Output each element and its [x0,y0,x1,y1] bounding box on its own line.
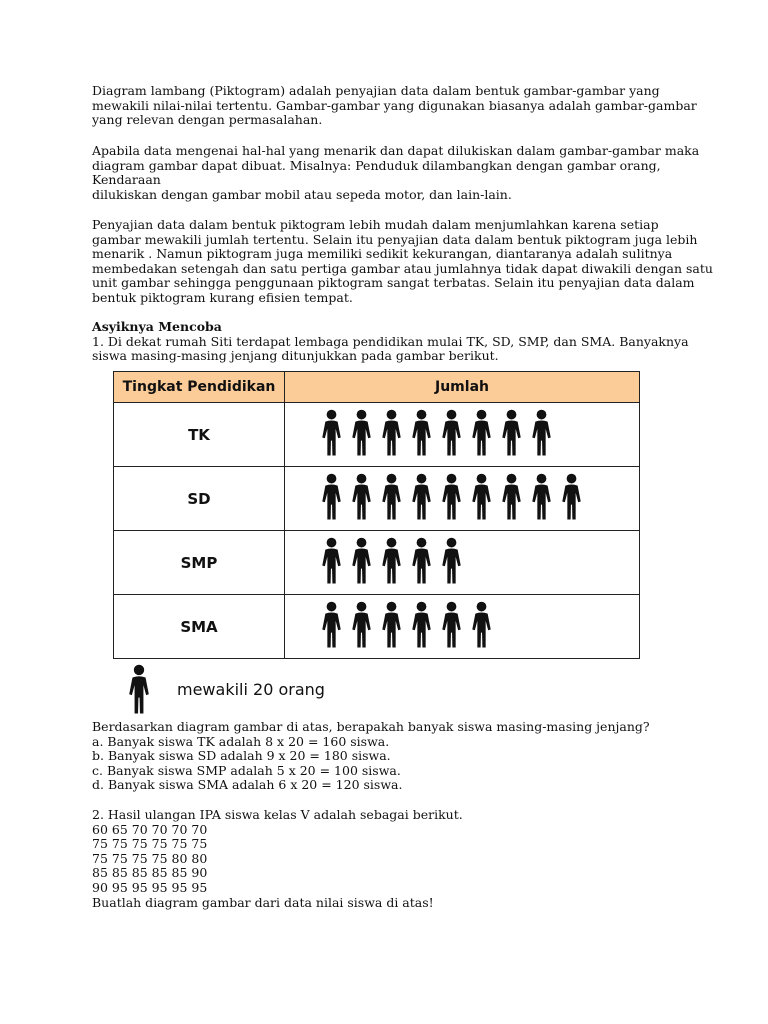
section-asyiknya-mencoba [92,320,692,364]
person-icon [316,601,347,652]
person-icon [316,409,347,460]
text-line: Diagram lambang (Piktogram) adalah penyajian data dalam bentuk gambar-gambar yang [92,83,660,98]
person-icon [316,473,347,524]
person-icon [346,473,377,524]
person-icon [122,699,156,718]
person-icon [346,537,377,588]
intro-paragraph-2 [92,143,700,202]
answer-line: b. Banyak siswa SD adalah 9 x 20 = 180 siswa. [92,748,391,764]
person-icon [346,601,377,652]
answer-line: c. Banyak siswa SMP adalah 5 x 20 = 100 siswa. [92,762,401,778]
text-line: mewakili nilai-nilai tertentu. Gambar-gambar yang digunakan biasanya adalah gambar-gambar [92,97,697,113]
instruction-line: Buatlah diagram gambar dari data nilai siswa di atas! [92,894,434,910]
text-line: Kendaraan [92,172,161,188]
text-line: Penyajian data dalam bentuk piktogram lebih mudah dalam menjumlahkan karena setiap [92,217,659,232]
header-tingkat-pendidikan: Tingkat Pendidikan [114,372,285,403]
person-icon [526,473,557,524]
person-icon [346,409,377,460]
table-row [114,595,640,659]
answer-line: a. Banyak siswa TK adalah 8 x 20 = 160 siswa. [92,733,390,749]
text-line: unit gambar sehingga penggunaan piktogram sangat terbatas. Selain itu penyajian data dalam [92,275,695,291]
table-row [114,531,640,595]
person-icon [436,601,467,652]
section-heading: Asyiknya Mencoba [92,319,222,334]
question-line: Berdasarkan diagram gambar di atas, berapakah banyak siswa masing-masing jenjang? [92,719,650,734]
intro-paragraph-1 [92,83,697,128]
person-icon [376,601,407,652]
pictogram-legend [122,664,325,714]
person-icon [466,473,497,524]
person-icon [406,409,437,460]
header-jumlah: Jumlah [285,372,640,403]
person-icon [496,409,527,460]
legend-text: mewakili 20 orang [177,680,325,699]
level-label: TK [114,403,285,467]
person-icon [436,473,467,524]
person-icon [376,473,407,524]
person-icon [466,409,497,460]
answer-line: d. Banyak siswa SMA adalah 6 x 20 = 120 siswa. [92,777,403,793]
icon-cell [285,595,640,659]
table-row [114,467,640,531]
data-line: 60 65 70 70 70 70 [92,821,208,837]
text-line: membedakan setengah dan satu pertiga gambar atau jumlahnya tidak dapat diwakili dengan satu [92,260,713,276]
person-icon [436,537,467,588]
person-icon [316,537,347,588]
person-icon [466,601,497,652]
icon-cell [285,531,640,595]
person-icon [376,409,407,460]
person-icon [556,473,587,524]
text-line: diagram gambar dapat dibuat. Misalnya: Penduduk dilambangkan dengan gambar orang, [92,157,661,173]
question-2-block [92,808,692,910]
person-icon [406,601,437,652]
person-icon [496,473,527,524]
icon-cell [285,403,640,467]
person-icon [436,409,467,460]
text-line: dilukiskan dengan gambar mobil atau sepeda motor, dan lain-lain. [92,186,512,202]
intro-paragraph-3 [92,217,713,306]
text-line: menarik . Namun piktogram juga memiliki sedikit kekurangan, diantaranya adalah sulitnya [92,246,673,262]
data-line: 75 75 75 75 80 80 [92,850,208,866]
level-label: SD [114,467,285,531]
person-icon [406,537,437,588]
data-line: 75 75 75 75 75 75 [92,836,208,852]
text-line: bentuk piktogram kurang efisien tempat. [92,289,353,305]
person-icon [526,409,557,460]
data-line: 85 85 85 85 85 90 [92,865,208,881]
icon-cell [285,467,640,531]
level-label: SMP [114,531,285,595]
answers-block [92,720,692,793]
text-line: yang relevan dengan permasalahan. [92,112,323,128]
question-line: 2. Hasil ulangan IPA siswa kelas V adalah sebagai berikut. [92,807,463,822]
text-line: siswa masing-masing jenjang ditunjukkan pada gambar berikut. [92,348,499,364]
text-line: 1. Di dekat rumah Siti terdapat lembaga pendidikan mulai TK, SD, SMP, dan SMA. Banyaknya [92,333,689,349]
person-icon [376,537,407,588]
level-label: SMA [114,595,285,659]
pictogram-table [113,371,640,659]
data-line: 90 95 95 95 95 95 [92,879,208,895]
table-row [114,403,640,467]
text-line: Apabila data mengenai hal-hal yang menarik dan dapat dilukiskan dalam gambar-gambar maka [92,143,700,158]
person-icon [406,473,437,524]
text-line: gambar mewakili jumlah tertentu. Selain itu penyajian data dalam bentuk piktogram juga lebih [92,231,698,247]
